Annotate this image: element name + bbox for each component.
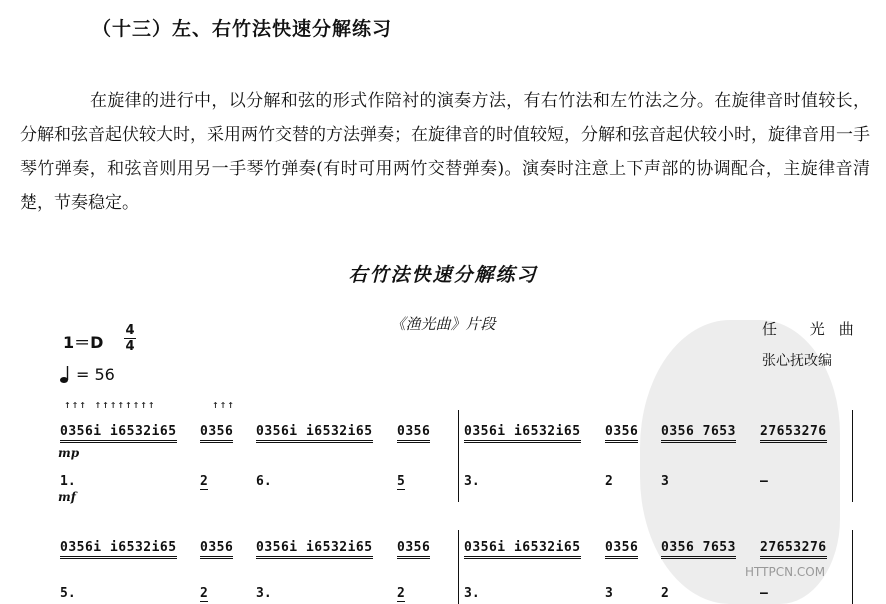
bass-note: 3. <box>464 586 480 601</box>
site-logo: HTTPCN.COM <box>745 565 826 579</box>
bass-note: 3. <box>464 474 480 489</box>
bass-note: 2 <box>397 586 405 601</box>
note-group: 27653276 <box>760 424 827 443</box>
note-group: 0356i i6532i65 <box>464 424 581 443</box>
bass-note: 2 <box>661 586 669 601</box>
bass-note: 5 <box>397 474 405 489</box>
body-paragraph: 在旋律的进行中，以分解和弦的形式作陪衬的演奏方法，有右竹法和左竹法之分。在旋律音时值较长，分解和弦音起伏较大时，采用两竹交替的方法弹奏；在旋律音的时值较短，分解和弦音起伏较小时，旋律音用一手琴竹弹奏，和弦音则用另一手琴竹弹奏(有时可用两竹交替弹奏)。演奏时注意上下声部的协调配合，主旋律音清楚，节奏稳定。 <box>20 91 870 213</box>
bass-note: 2 <box>605 474 613 489</box>
bass-note: 5. <box>60 586 76 601</box>
bass-note: 3 <box>605 586 613 601</box>
bass-note: – <box>760 586 768 601</box>
note-group: 0356 <box>605 424 638 443</box>
barline <box>852 410 853 502</box>
note-group: 0356 7653 <box>661 540 736 559</box>
note-group: 0356i i6532i65 <box>60 540 177 559</box>
barline <box>458 410 459 502</box>
note-group: 0356 <box>200 540 233 559</box>
note-group: 0356 <box>605 540 638 559</box>
barline <box>852 530 853 604</box>
barline <box>458 530 459 604</box>
composer-credit: 任 光曲 <box>762 320 868 338</box>
dynamic-mp: mp <box>58 446 80 460</box>
bass-note: 6. <box>256 474 272 489</box>
piece-title: 右竹法快速分解练习 <box>348 264 538 286</box>
note-group: 0356i i6532i65 <box>60 424 177 443</box>
bass-note: 2 <box>200 474 208 489</box>
quarter-note-icon <box>60 364 70 384</box>
note-group: 27653276 <box>760 540 827 559</box>
dynamic-mf: mf <box>58 490 76 504</box>
piece-subtitle: 《渔光曲》片段 <box>390 315 496 333</box>
key-signature: 1＝D <box>63 333 104 352</box>
bass-note: 2 <box>200 586 208 601</box>
note-group: 0356i i6532i65 <box>256 540 373 559</box>
note-group: 0356 <box>200 424 233 443</box>
note-group: 0356 <box>397 540 430 559</box>
note-group: 0356 <box>397 424 430 443</box>
bass-note: 1. <box>60 474 76 489</box>
note-group: 0356i i6532i65 <box>256 424 373 443</box>
note-group: 0356 7653 <box>661 424 736 443</box>
stroke-marks: ↑↑↑ <box>212 398 235 411</box>
tempo-value: = 56 <box>76 364 115 384</box>
time-signature-top: 4 <box>125 323 135 338</box>
tempo-marking <box>60 364 115 384</box>
time-signature <box>124 324 136 353</box>
note-group: 0356i i6532i65 <box>464 540 581 559</box>
arranger-credit: 张心抚改编 <box>762 353 832 369</box>
bass-note: 3. <box>256 586 272 601</box>
section-title: （十三）左、右竹法快速分解练习 <box>92 18 393 40</box>
bass-note: 3 <box>661 474 669 489</box>
bass-note: – <box>760 474 768 489</box>
time-signature-bottom: 4 <box>125 339 135 354</box>
stroke-marks: ↑↑↑ ↑↑↑↑↑↑↑↑ <box>64 398 156 411</box>
